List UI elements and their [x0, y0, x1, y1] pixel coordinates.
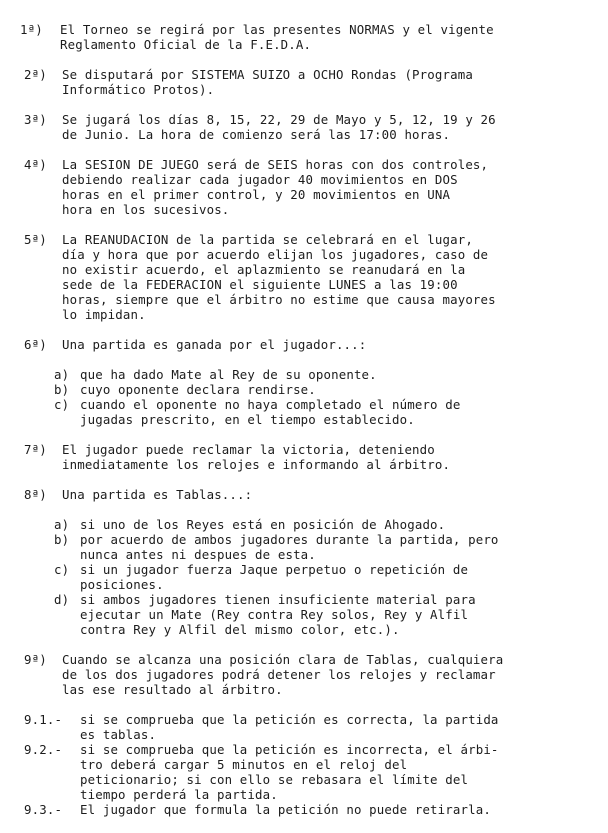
article-4-line-4: hora en los sucesivos. [62, 202, 230, 217]
article-5-line-6: lo impidan. [62, 307, 146, 322]
article-3-line-2: de Junio. La hora de comienzo será las 17:00 horas. [62, 127, 451, 142]
sub-item-9-2-line-4: tiempo perderá la partida. [80, 787, 278, 802]
article-5-line-2: día y hora que por acuerdo elijan los jugadores, caso de [62, 247, 489, 262]
sub-item-9-1-line-1: si se comprueba que la petición es correcta, la partida [80, 712, 499, 727]
article-5-line-1: La REANUDACION de la partida se celebrará en el lugar, [62, 232, 473, 247]
win-item-c-label: c) [54, 397, 70, 412]
draw-item-d-line-2: ejecutar un Mate (Rey contra Rey solos, Rey y Alfil [80, 607, 469, 622]
win-item-a-line-1: que ha dado Mate al Rey de su oponente. [80, 367, 377, 382]
article-3-line-1: Se jugará los días 8, 15, 22, 29 de Mayo y 5, 12, 19 y 26 [62, 112, 496, 127]
sub-item-9-2-line-1: si se comprueba que la petición es incorrecta, el árbi- [80, 742, 499, 757]
draw-item-b-line-1: por acuerdo de ambos jugadores durante la partida, pero [80, 532, 499, 547]
draw-item-b-label: b) [54, 532, 70, 547]
article-5-line-5: horas, siempre que el árbitro no estime que causa mayores [62, 292, 496, 307]
article-4-number: 4ª) [24, 157, 47, 172]
article-2-line-2: Informático Protos). [62, 82, 215, 97]
win-item-b-label: b) [54, 382, 70, 397]
article-5-line-4: sede de la FEDERACION el siguiente LUNES a las 19:00 [62, 277, 458, 292]
article-9-number: 9ª) [24, 652, 47, 667]
draw-item-a-line-1: si uno de los Reyes está en posición de Ahogado. [80, 517, 446, 532]
draw-item-c-label: c) [54, 562, 70, 577]
win-item-a-label: a) [54, 367, 70, 382]
article-1-line-2: Reglamento Oficial de la F.E.D.A. [60, 37, 312, 52]
article-4-line-2: debiendo realizar cada jugador 40 movimientos en DOS [62, 172, 458, 187]
article-2-number: 2ª) [24, 67, 47, 82]
article-2-line-1: Se disputará por SISTEMA SUIZO a OCHO Rondas (Programa [62, 67, 473, 82]
draw-item-c-line-1: si un jugador fuerza Jaque perpetuo o repetición de [80, 562, 469, 577]
article-5-line-3: no existir acuerdo, el aplazmiento se reanudará en la [62, 262, 466, 277]
sub-item-9-2-label: 9.2.- [24, 742, 63, 757]
win-item-c-line-1: cuando el oponente no haya completado el número de [80, 397, 461, 412]
article-1-number: 1ª) [20, 22, 43, 37]
sub-item-9-2-line-3: peticionario; si con ello se rebasara el límite del [80, 772, 469, 787]
draw-item-a-label: a) [54, 517, 70, 532]
article-5-number: 5ª) [24, 232, 47, 247]
article-1-line-1: El Torneo se regirá por las presentes NORMAS y el vigente [60, 22, 494, 37]
article-7-line-2: inmediatamente los relojes e informando al árbitro. [62, 457, 451, 472]
draw-item-c-line-2: posiciones. [80, 577, 164, 592]
draw-item-b-line-2: nunca antes ni despues de esta. [80, 547, 316, 562]
sub-item-9-3-label: 9.3.- [24, 802, 63, 817]
article-7-line-1: El jugador puede reclamar la victoria, deteniendo [62, 442, 435, 457]
draw-item-d-line-1: si ambos jugadores tienen insuficiente material para [80, 592, 476, 607]
win-item-c-line-2: jugadas prescrito, en el tiempo establecido. [80, 412, 415, 427]
article-3-number: 3ª) [24, 112, 47, 127]
article-4-line-1: La SESION DE JUEGO será de SEIS horas con dos controles, [62, 157, 489, 172]
article-8-line-1: Una partida es Tablas...: [62, 487, 253, 502]
article-6-line-1: Una partida es ganada por el jugador...: [62, 337, 367, 352]
win-item-b-line-1: cuyo oponente declara rendirse. [80, 382, 316, 397]
sub-item-9-1-label: 9.1.- [24, 712, 63, 727]
article-8-number: 8ª) [24, 487, 47, 502]
sub-item-9-1-line-2: es tablas. [80, 727, 157, 742]
article-9-line-1: Cuando se alcanza una posición clara de Tablas, cualquiera [62, 652, 504, 667]
sub-item-9-3-line-1: El jugador que formula la petición no puede retirarla. [80, 802, 491, 817]
sub-item-9-2-line-2: tro deberá cargar 5 minutos en el reloj del [80, 757, 408, 772]
article-7-number: 7ª) [24, 442, 47, 457]
draw-item-d-line-3: contra Rey y Alfil del mismo color, etc.). [80, 622, 400, 637]
article-9-line-2: de los dos jugadores podrá detener los relojes y reclamar [62, 667, 496, 682]
article-9-line-3: las ese resultado al árbitro. [62, 682, 283, 697]
article-4-line-3: horas en el primer control, y 20 movimientos en UNA [62, 187, 451, 202]
article-6-number: 6ª) [24, 337, 47, 352]
draw-item-d-label: d) [54, 592, 70, 607]
